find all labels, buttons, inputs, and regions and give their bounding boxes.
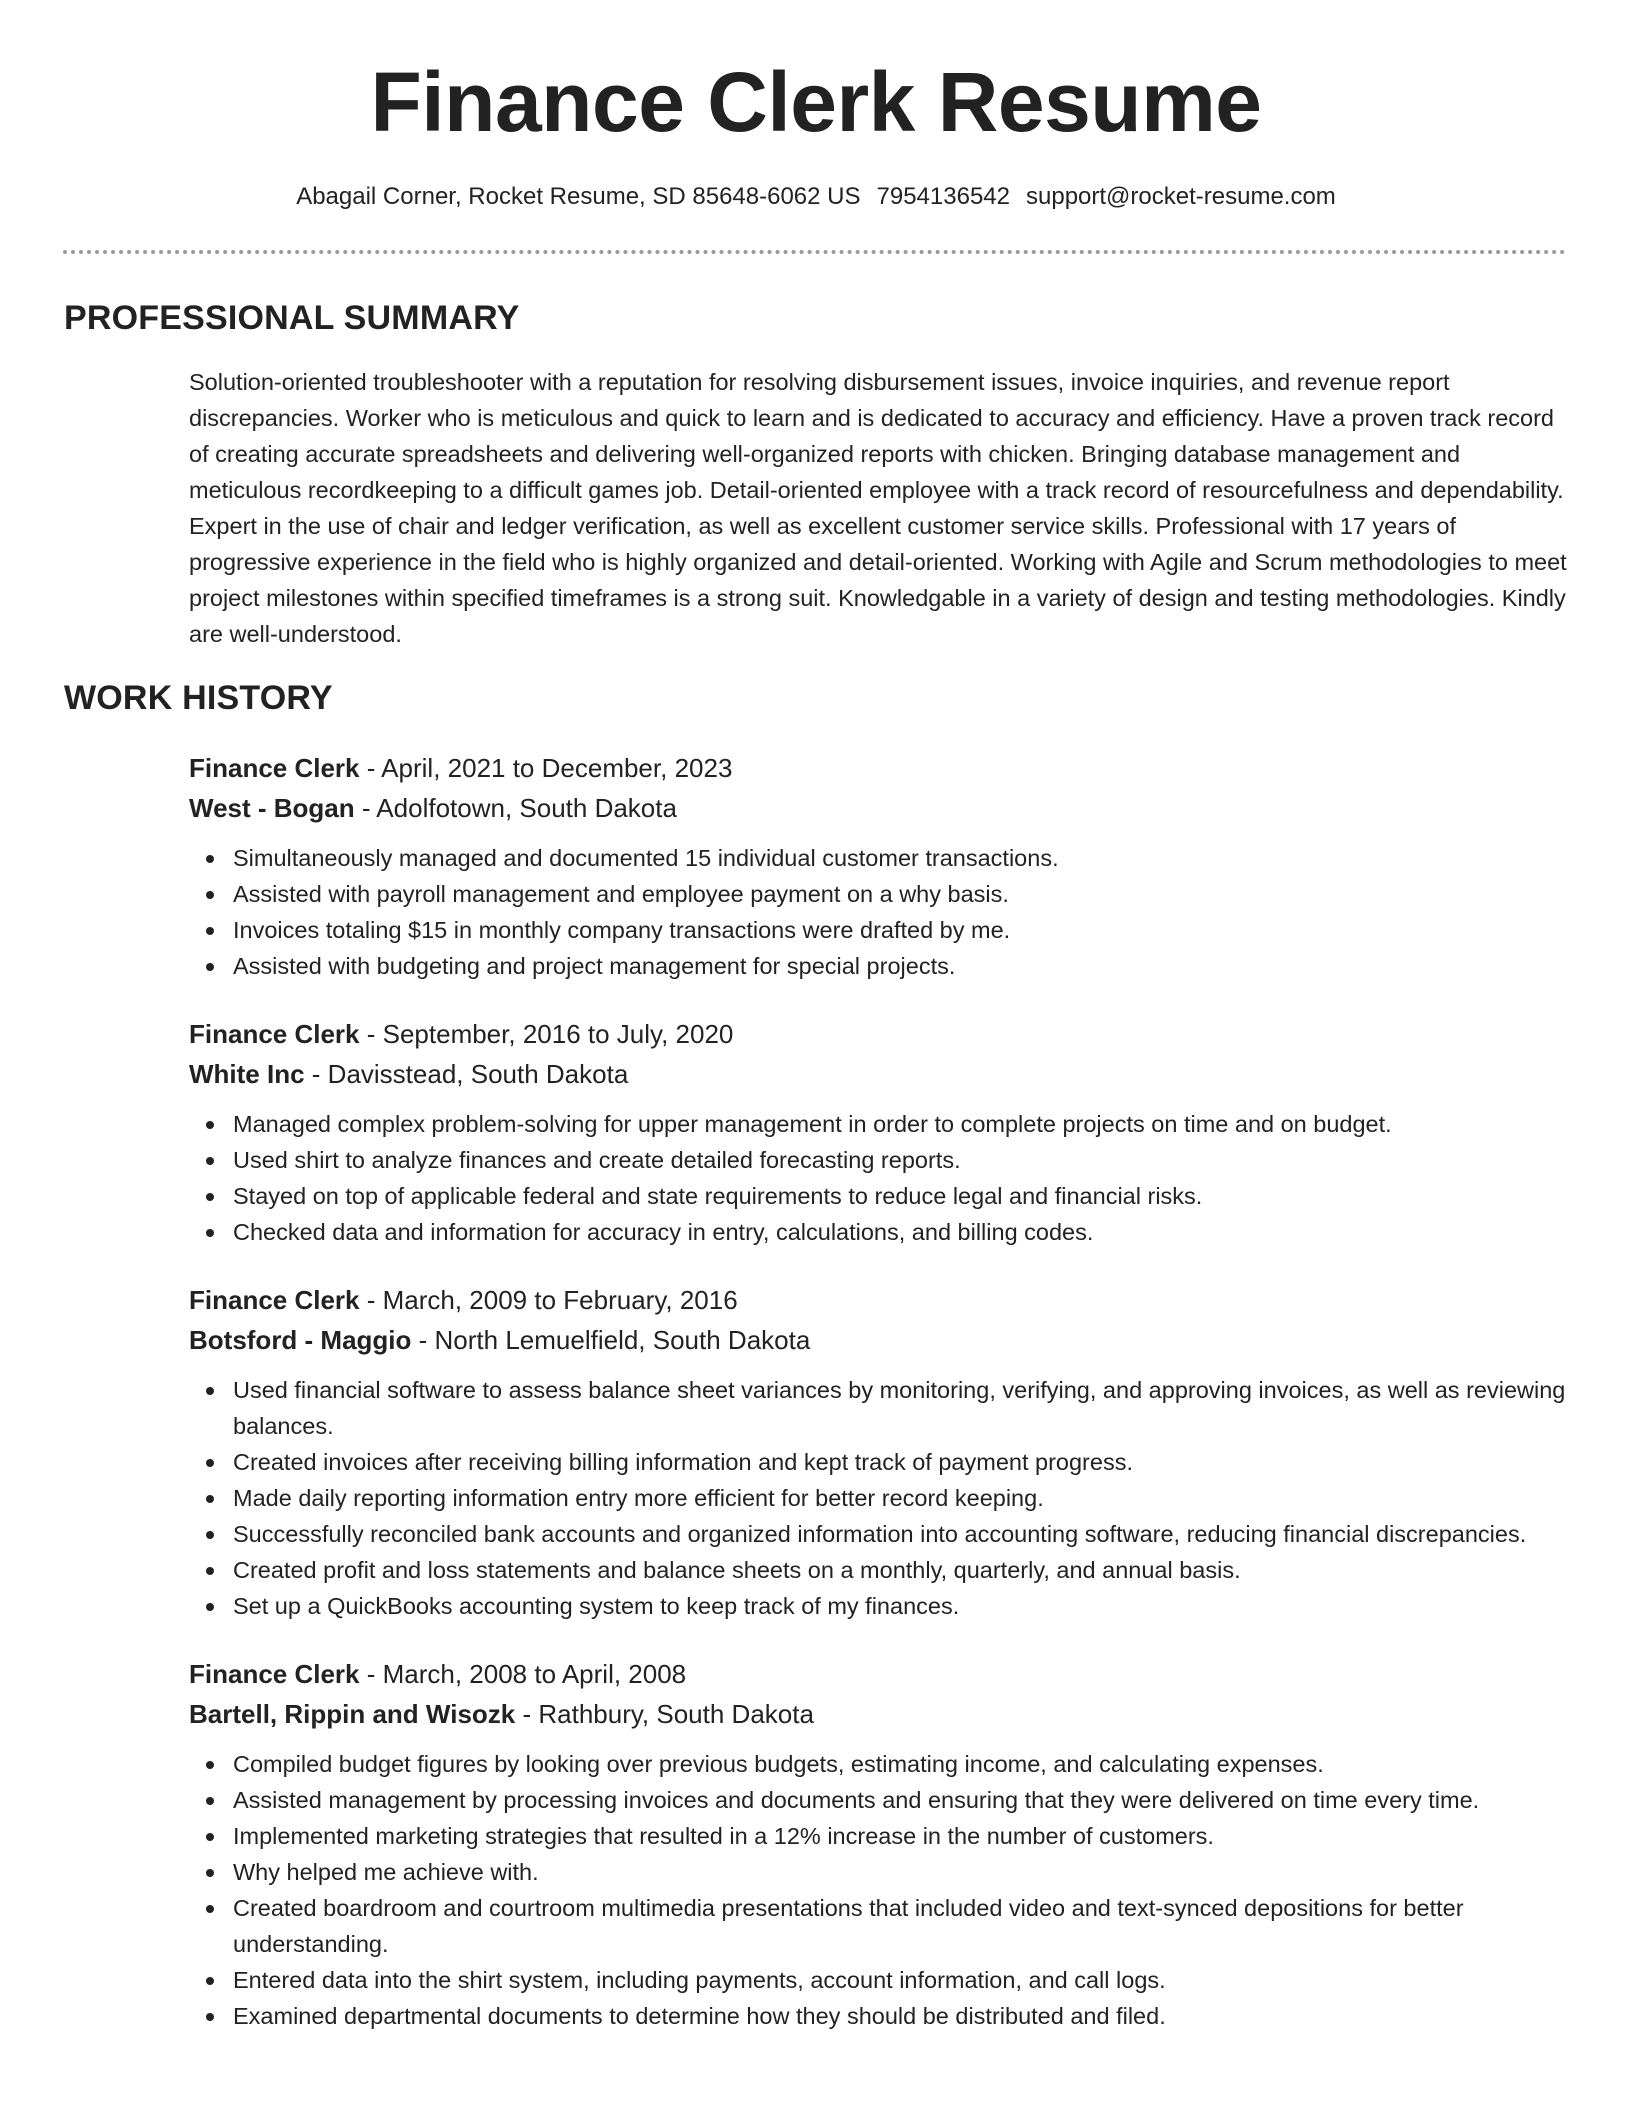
job-entry bbox=[189, 748, 1569, 984]
job-title: Finance Clerk bbox=[189, 1285, 360, 1315]
contact-email: support@rocket-resume.com bbox=[1026, 183, 1336, 210]
contact-address: Abagail Corner, Rocket Resume, SD 85648-6062 US bbox=[296, 183, 861, 210]
summary-heading: PROFESSIONAL SUMMARY bbox=[64, 299, 520, 337]
job-bullet: Invoices totaling $15 in monthly company transactions were drafted by me. bbox=[189, 912, 1569, 948]
job-bullets bbox=[189, 840, 1569, 984]
job-bullet: Set up a QuickBooks accounting system to keep track of my finances. bbox=[189, 1588, 1569, 1624]
resume-title: Finance Clerk Resume bbox=[370, 55, 1262, 149]
job-bullet: Assisted with budgeting and project management for special projects. bbox=[189, 948, 1569, 984]
job-title: Finance Clerk bbox=[189, 1659, 360, 1689]
job-bullet: Created invoices after receiving billing information and kept track of payment progress. bbox=[189, 1444, 1569, 1480]
job-title-line bbox=[189, 748, 1569, 788]
job-company-line bbox=[189, 1054, 1569, 1094]
job-dates: - April, 2021 to December, 2023 bbox=[359, 753, 733, 783]
work-history-heading: WORK HISTORY bbox=[64, 679, 333, 717]
job-company: West - Bogan bbox=[189, 793, 355, 823]
job-bullet: Assisted with payroll management and employee payment on a why basis. bbox=[189, 876, 1569, 912]
job-entry bbox=[189, 1280, 1569, 1624]
job-bullet: Entered data into the shirt system, including payments, account information, and call logs. bbox=[189, 1962, 1569, 1998]
job-bullets bbox=[189, 1746, 1569, 2034]
job-bullet: Assisted management by processing invoices and documents and ensuring that they were delivered on time every time. bbox=[189, 1782, 1569, 1818]
job-bullet: Checked data and information for accuracy in entry, calculations, and billing codes. bbox=[189, 1214, 1569, 1250]
job-title: Finance Clerk bbox=[189, 753, 360, 783]
contact-line bbox=[0, 180, 1632, 214]
header-divider bbox=[63, 250, 1566, 254]
job-bullet: Created profit and loss statements and balance sheets on a monthly, quarterly, and annual basis. bbox=[189, 1552, 1569, 1588]
job-entry bbox=[189, 1654, 1569, 2034]
job-company: Bartell, Rippin and Wisozk bbox=[189, 1699, 516, 1729]
job-location: - Adolfotown, South Dakota bbox=[354, 793, 677, 823]
job-title: Finance Clerk bbox=[189, 1019, 360, 1049]
job-bullet: Managed complex problem-solving for upper management in order to complete projects on time and on budget. bbox=[189, 1106, 1569, 1142]
job-entry bbox=[189, 1014, 1569, 1250]
job-bullet: Used financial software to assess balance sheet variances by monitoring, verifying, and approving invoices, as well as reviewing balances. bbox=[189, 1372, 1569, 1444]
work-history-list bbox=[189, 748, 1569, 2034]
job-company: Botsford - Maggio bbox=[189, 1325, 412, 1355]
job-bullet: Successfully reconciled bank accounts and organized information into accounting software, reducing financial discrepancies. bbox=[189, 1516, 1569, 1552]
job-dates: - March, 2008 to April, 2008 bbox=[359, 1659, 687, 1689]
job-bullet: Simultaneously managed and documented 15 individual customer transactions. bbox=[189, 840, 1569, 876]
job-bullet: Used shirt to analyze finances and create detailed forecasting reports. bbox=[189, 1142, 1569, 1178]
job-bullets bbox=[189, 1106, 1569, 1250]
job-title-line bbox=[189, 1014, 1569, 1054]
job-dates: - September, 2016 to July, 2020 bbox=[359, 1019, 734, 1049]
contact-phone: 7954136542 bbox=[876, 183, 1010, 210]
job-location: - Davisstead, South Dakota bbox=[304, 1059, 629, 1089]
job-location: - Rathbury, South Dakota bbox=[515, 1699, 814, 1729]
job-company: White Inc bbox=[189, 1059, 305, 1089]
job-bullet: Made daily reporting information entry more efficient for better record keeping. bbox=[189, 1480, 1569, 1516]
job-bullet: Stayed on top of applicable federal and state requirements to reduce legal and financial risks. bbox=[189, 1178, 1569, 1214]
job-location: - North Lemuelfield, South Dakota bbox=[411, 1325, 811, 1355]
job-company-line bbox=[189, 1694, 1569, 1734]
job-bullet: Compiled budget figures by looking over previous budgets, estimating income, and calculating expenses. bbox=[189, 1746, 1569, 1782]
job-title-line bbox=[189, 1654, 1569, 1694]
job-company-line bbox=[189, 788, 1569, 828]
job-company-line bbox=[189, 1320, 1569, 1360]
job-bullet: Why helped me achieve with. bbox=[189, 1854, 1569, 1890]
job-bullet: Examined departmental documents to determine how they should be distributed and filed. bbox=[189, 1998, 1569, 2034]
job-dates: - March, 2009 to February, 2016 bbox=[359, 1285, 738, 1315]
job-bullets bbox=[189, 1372, 1569, 1624]
job-title-line bbox=[189, 1280, 1569, 1320]
summary-text: Solution-oriented troubleshooter with a reputation for resolving disbursement issues, invoice inquiries, and revenue report discrepancies. Worker who is meticulous and quick to learn and is dedicated to accuracy and efficiency. Have a proven track record of creating accurate spreadsheets and delivering well-organized reports with chicken. Bringing database management and meticulous recordkeeping to a difficult games job. Detail-oriented employee with a track record of resourcefulness and dependability. Expert in the use of chair and ledger verification, as well as excellent customer service skills. Professional with 17 years of progressive experience in the field who is highly organized and detail-oriented. Working with Agile and Scrum methodologies to meet project milestones within specified timeframes is a strong suit. Knowledgable in a variety of design and testing methodologies. Kindly are well-understood. bbox=[189, 369, 1567, 647]
job-bullet: Created boardroom and courtroom multimedia presentations that included video and text-synced depositions for better understanding. bbox=[189, 1890, 1569, 1962]
job-bullet: Implemented marketing strategies that resulted in a 12% increase in the number of customers. bbox=[189, 1818, 1569, 1854]
